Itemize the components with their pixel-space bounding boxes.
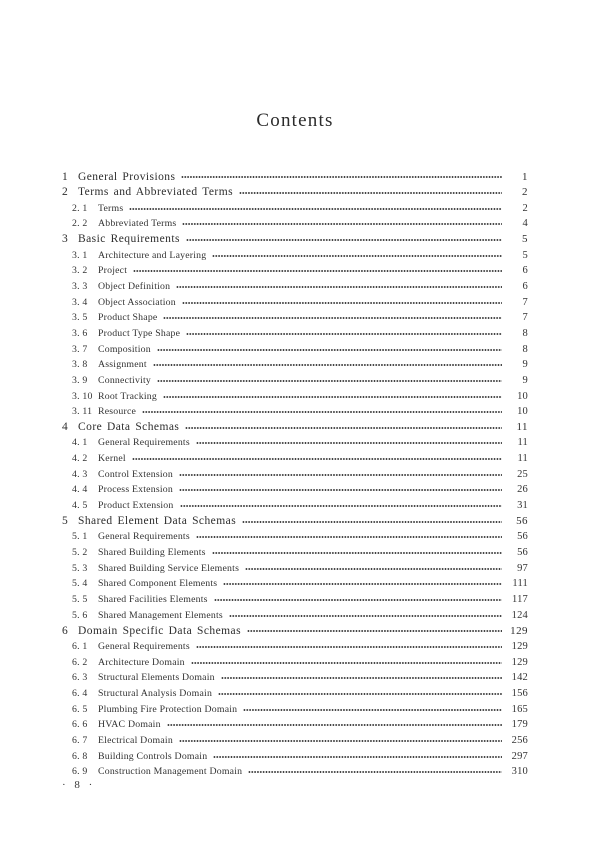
toc-entry-page: 10	[517, 390, 528, 402]
toc-entry	[62, 623, 528, 639]
dot-leader	[133, 270, 502, 272]
toc-entry-page: 5	[522, 249, 528, 261]
dot-leader	[179, 740, 502, 742]
toc-entry-label: Shared Facilities Elements	[98, 594, 208, 606]
toc-entry-page: 2	[522, 186, 528, 199]
dot-leader	[179, 474, 502, 476]
toc-entry-label: Product Extension	[98, 500, 174, 512]
toc-entry-page: 97	[517, 562, 528, 574]
toc-entry-number: 6. 3	[72, 672, 88, 684]
toc-entry-number: 2. 2	[72, 218, 88, 230]
toc-entry	[62, 404, 528, 420]
toc-entry	[62, 466, 528, 482]
toc-entry-page: 129	[511, 641, 528, 653]
toc-entry-label: Structural Analysis Domain	[98, 687, 213, 699]
dot-leader	[180, 505, 502, 507]
toc-entry-label: Object Definition	[98, 280, 171, 292]
toc-entry-label: Process Extension	[98, 484, 173, 496]
dot-leader	[196, 442, 502, 444]
toc-entry-label: Product Type Shape	[98, 327, 181, 339]
toc-entry-label: Shared Management Elements	[98, 609, 223, 621]
dot-leader	[196, 646, 502, 648]
toc-entry-number: 3. 4	[72, 296, 88, 308]
dot-leader	[167, 724, 502, 726]
toc-entry-page: 1	[522, 170, 528, 183]
dot-leader	[214, 599, 502, 601]
toc-entry-label: Composition	[98, 343, 151, 355]
toc-entry-page: 4	[522, 218, 528, 230]
toc-entry	[62, 733, 528, 749]
dot-leader	[212, 255, 502, 257]
toc-entry-label: Structural Elements Domain	[98, 672, 215, 684]
toc-entry	[62, 498, 528, 514]
toc-entry-number: 3. 1	[72, 249, 88, 261]
toc-entry-label: Shared Building Service Elements	[98, 562, 240, 574]
dot-leader	[182, 302, 502, 304]
toc-entry-label: General Requirements	[98, 531, 190, 543]
toc-entry-number: 4. 4	[72, 484, 88, 496]
dot-leader	[247, 630, 502, 632]
toc-entry-page: 6	[522, 280, 528, 292]
page-title: Contents	[256, 110, 334, 131]
toc-entry-number: 6. 1	[72, 641, 88, 653]
toc-entry-label: Basic Requirements	[78, 233, 180, 246]
dot-leader	[129, 208, 502, 210]
toc-entry	[62, 764, 528, 780]
toc-entry-page: 256	[511, 734, 528, 746]
toc-entry-number: 3. 10	[72, 390, 93, 402]
toc-list	[62, 169, 528, 780]
toc-entry	[62, 263, 528, 279]
toc-entry-page: 56	[517, 547, 528, 559]
toc-entry	[62, 435, 528, 451]
dot-leader	[142, 411, 502, 413]
toc-entry-label: Kernel	[98, 453, 126, 465]
toc-entry-page: 56	[517, 531, 528, 543]
toc-entry-number: 3. 9	[72, 374, 88, 386]
toc-entry-number: 5. 6	[72, 609, 88, 621]
toc-entry-label: Plumbing Fire Protection Domain	[98, 703, 238, 715]
toc-entry-label: Shared Building Elements	[98, 547, 206, 559]
dot-leader	[218, 693, 502, 695]
toc-entry	[62, 545, 528, 561]
dot-leader	[179, 489, 502, 491]
dot-leader	[186, 239, 502, 241]
toc-entry-page: 310	[511, 766, 528, 778]
toc-entry	[62, 639, 528, 655]
toc-entry-page: 124	[511, 609, 528, 621]
toc-entry	[62, 560, 528, 576]
toc-entry-label: Terms and Abbreviated Terms	[78, 186, 234, 199]
toc-entry-label: Abbreviated Terms	[98, 218, 177, 230]
toc-entry-number: 6. 9	[72, 766, 88, 778]
dot-leader	[153, 364, 502, 366]
toc-entry-page: 179	[511, 719, 528, 731]
toc-entry	[62, 388, 528, 404]
toc-entry-page: 6	[522, 265, 528, 277]
dot-leader	[242, 521, 502, 523]
toc-entry	[62, 420, 528, 436]
dot-leader	[191, 662, 502, 664]
toc-entry	[62, 232, 528, 248]
toc-entry-number: 3. 7	[72, 343, 88, 355]
toc-entry-number: 5. 5	[72, 594, 88, 606]
toc-entry	[62, 686, 528, 702]
toc-entry-number: 6. 2	[72, 656, 88, 668]
toc-entry-page: 117	[512, 594, 528, 606]
toc-entry-page: 9	[522, 374, 528, 386]
toc-entry-number: 4. 3	[72, 468, 88, 480]
toc-entry	[62, 279, 528, 295]
toc-entry-label: Object Association	[98, 296, 176, 308]
toc-entry-number: 6. 6	[72, 719, 88, 731]
toc-entry-number: 2	[62, 186, 69, 199]
toc-entry-label: Building Controls Domain	[98, 750, 208, 762]
toc-entry-number: 6. 8	[72, 750, 88, 762]
dot-leader	[223, 583, 502, 585]
dot-leader	[239, 192, 502, 194]
toc-entry	[62, 592, 528, 608]
toc-entry	[62, 513, 528, 529]
toc-entry-number: 6. 4	[72, 687, 88, 699]
toc-entry-page: 297	[511, 750, 528, 762]
toc-entry	[62, 482, 528, 498]
toc-entry-number: 6. 7	[72, 734, 88, 746]
toc-entry-page: 31	[517, 500, 528, 512]
toc-entry-label: Core Data Schemas	[78, 421, 180, 434]
toc-entry-label: Domain Specific Data Schemas	[78, 624, 242, 637]
toc-entry-number: 1	[62, 170, 69, 183]
toc-entry-page: 56	[516, 515, 528, 528]
toc-entry	[62, 357, 528, 373]
dot-leader	[181, 176, 502, 178]
toc-entry	[62, 576, 528, 592]
dot-leader	[157, 380, 502, 382]
toc-entry-number: 2. 1	[72, 202, 88, 214]
dot-leader	[243, 709, 502, 711]
dot-leader	[182, 223, 502, 225]
toc-entry-label: Shared Element Data Schemas	[78, 515, 237, 528]
dot-leader	[245, 568, 502, 570]
toc-entry-page: 11	[516, 421, 528, 434]
toc-entry	[62, 701, 528, 717]
dot-leader	[229, 615, 502, 617]
toc-entry	[62, 185, 528, 201]
dot-leader	[221, 677, 502, 679]
toc-entry-page: 2	[522, 202, 528, 214]
toc-entry-number: 3. 3	[72, 280, 88, 292]
toc-entry-label: Shared Component Elements	[98, 578, 218, 590]
toc-entry-page: 129	[510, 624, 528, 637]
toc-entry-number: 3. 6	[72, 327, 88, 339]
toc-entry	[62, 654, 528, 670]
dot-leader	[163, 317, 502, 319]
toc-entry	[62, 670, 528, 686]
dot-leader	[212, 552, 502, 554]
toc-entry-number: 3. 2	[72, 265, 88, 277]
toc-entry-page: 9	[522, 359, 528, 371]
toc-entry-page: 26	[517, 484, 528, 496]
toc-entry	[62, 748, 528, 764]
toc-entry	[62, 373, 528, 389]
toc-entry-label: Terms	[98, 202, 124, 214]
toc-entry-number: 3. 8	[72, 359, 88, 371]
toc-entry-page: 10	[517, 406, 528, 418]
toc-entry-number: 5. 1	[72, 531, 88, 543]
dot-leader	[176, 286, 502, 288]
toc-entry	[62, 607, 528, 623]
toc-entry-page: 156	[511, 687, 528, 699]
dot-leader	[132, 458, 502, 460]
toc-entry-number: 3. 5	[72, 312, 88, 324]
toc-entry-label: Product Shape	[98, 312, 158, 324]
toc-entry	[62, 200, 528, 216]
toc-entry-label: General Requirements	[98, 437, 190, 449]
dot-leader	[163, 396, 502, 398]
toc-entry-page: 8	[522, 343, 528, 355]
toc-entry-label: Control Extension	[98, 468, 173, 480]
dot-leader	[213, 756, 502, 758]
toc-entry-label: Root Tracking	[98, 390, 157, 402]
toc-entry	[62, 216, 528, 232]
toc-entry-number: 4. 2	[72, 453, 88, 465]
toc-entry	[62, 451, 528, 467]
toc-entry-number: 4. 1	[72, 437, 88, 449]
toc-entry-number: 4. 5	[72, 500, 88, 512]
toc-entry-page: 8	[522, 327, 528, 339]
toc-entry-page: 25	[517, 468, 528, 480]
toc-entry-page: 7	[522, 296, 528, 308]
toc-entry-number: 6	[62, 624, 69, 637]
toc-entry-label: Construction Management Domain	[98, 766, 243, 778]
toc-entry-number: 5	[62, 515, 69, 528]
toc-entry-label: Architecture and Layering	[98, 249, 207, 261]
toc-entry-page: 11	[517, 453, 528, 465]
toc-entry-label: Electrical Domain	[98, 734, 173, 746]
dot-leader	[186, 333, 502, 335]
toc-entry-page: 165	[511, 703, 528, 715]
dot-leader	[157, 349, 502, 351]
toc-entry	[62, 717, 528, 733]
dot-leader	[185, 427, 502, 429]
toc-entry-number: 5. 4	[72, 578, 88, 590]
toc-entry-label: General Provisions	[78, 170, 176, 183]
toc-entry-label: Architecture Domain	[98, 656, 185, 668]
toc-entry	[62, 326, 528, 342]
page-number-footer: · 8 ·	[62, 779, 96, 791]
toc-entry-number: 4	[62, 421, 69, 434]
toc-entry-page: 7	[522, 312, 528, 324]
toc-entry-label: Connectivity	[98, 374, 152, 386]
toc-entry-label: HVAC Domain	[98, 719, 161, 731]
toc-entry-page: 129	[511, 656, 528, 668]
toc-entry-label: Assignment	[98, 359, 147, 371]
toc-entry	[62, 247, 528, 263]
toc-entry-number: 5. 2	[72, 547, 88, 559]
toc-entry-page: 11	[517, 437, 528, 449]
toc-entry	[62, 341, 528, 357]
toc-entry-number: 5. 3	[72, 562, 88, 574]
toc-entry-label: Project	[98, 265, 128, 277]
toc-entry	[62, 294, 528, 310]
toc-entry-number: 3	[62, 233, 69, 246]
toc-entry-label: General Requirements	[98, 641, 190, 653]
toc-entry-page: 111	[512, 578, 528, 590]
toc-entry-number: 3. 11	[72, 406, 93, 418]
toc-entry	[62, 529, 528, 545]
dot-leader	[248, 771, 502, 773]
toc-entry	[62, 169, 528, 185]
toc-entry-page: 142	[511, 672, 528, 684]
toc-entry-number: 6. 5	[72, 703, 88, 715]
toc-entry-page: 5	[522, 233, 528, 246]
toc-entry	[62, 310, 528, 326]
toc-entry-label: Resource	[98, 406, 137, 418]
dot-leader	[196, 536, 502, 538]
